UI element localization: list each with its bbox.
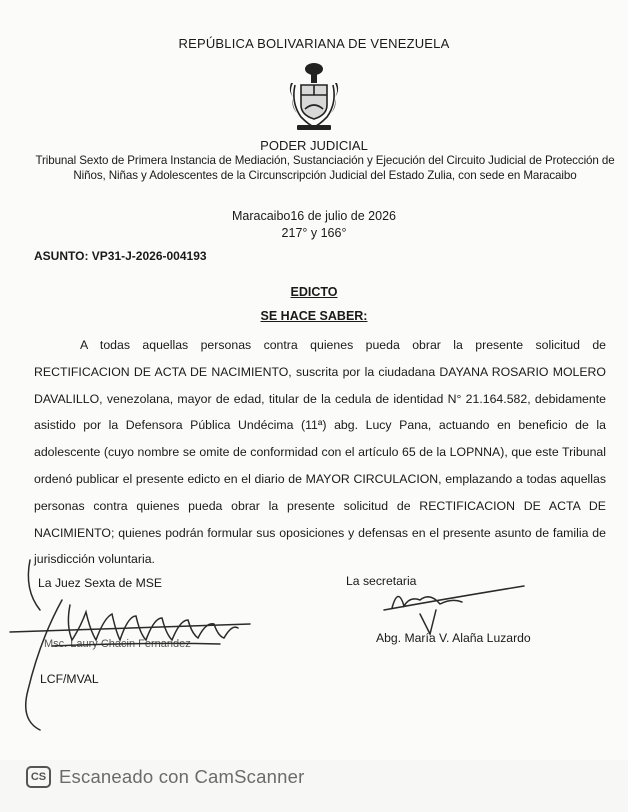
place-date: Maracaibo16 de julio de 2026 (231, 209, 396, 223)
case-number: ASUNTO: VP31-J-2026-004193 (34, 249, 207, 263)
republic-heading: REPÚBLICA BOLIVARIANA DE VENEZUELA (178, 36, 450, 51)
scanner-text: Escaneado con CamScanner (59, 766, 305, 787)
edict-body: A todas aquellas personas contra quienes pueda obrar la presente solicitud de RECTIFICACION DE ACTA DE NACIMIENTO, suscrita por la ciudadana DAYANA ROSARIO MOLERO DAVALILLO, venezolana, mayor de edad, titular de la cedula de identidad N° 21.164.582, debidamente asistido por la Defensora Pública Undécima (11ª) abg. Lucy Pana, actuando en beneficio de la adolescente (cuyo nombre se omite de conformidad con el artículo 65 de la LOPNNA), que este Tribunal ordenó publicar el presente edicto en el diario de MAYOR CIRCULACION, emplazando a todas aquellas personas contra quienes pueda obrar la presente solicitud de RECTIFICACION DE ACTA DE NACIMIENTO; quienes podrán formular sus oposiciones y defensas en el presente asunto de familia de jurisdicción voluntaria. (34, 338, 606, 567)
institution-heading: PODER JUDICIAL (260, 138, 368, 153)
tribunal-name: Tribunal Sexto de Primera Instancia de Mediación, Sustanciación y Ejecución del Circuito Judicial de Protección de Niños, Niñas y Adolescentes de la Circunscripción Judicial del Estado Zulia, con sede en Maracaibo (35, 154, 615, 182)
camscanner-logo-icon: CS (26, 766, 51, 788)
document-initials: LCF/MVAL (40, 672, 99, 686)
judge-title: La Juez Sexta de MSE (38, 576, 162, 590)
scanner-watermark (26, 764, 304, 790)
years-line: 217° y 166° (281, 226, 347, 240)
secretary-title: La secretaria (346, 574, 417, 588)
document-subtitle: SE HACE SABER: (260, 309, 368, 323)
coat-of-arms-seal-icon (283, 55, 345, 135)
document-title: EDICTO (290, 285, 338, 299)
secretary-signature-stroke (392, 596, 462, 608)
judge-signature-stroke (26, 600, 62, 730)
judge-name: Msc. Laury Chacin Fernandez (44, 638, 191, 650)
secretary-name: Abg. María V. Alaña Luzardo (376, 631, 531, 645)
